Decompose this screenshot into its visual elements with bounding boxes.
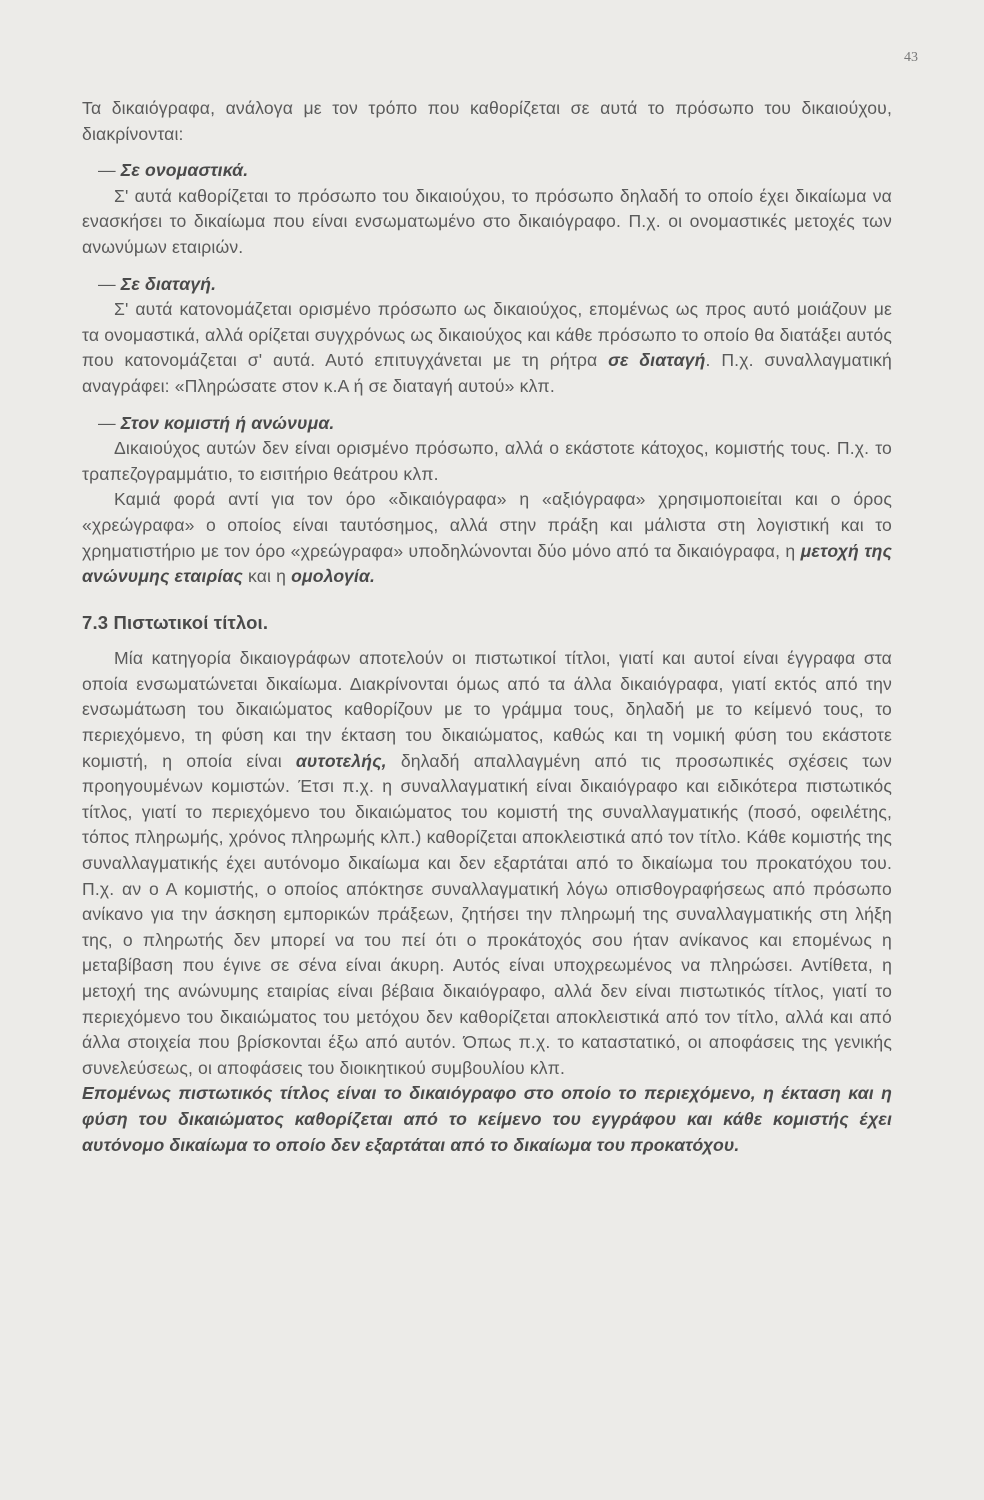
note-emphasis-share: μετοχή της ανώνυμης εταιρίας bbox=[82, 540, 892, 587]
section-body-emphasis: αυτοτελής, bbox=[295, 750, 387, 771]
named-body: Σ' αυτά καθορίζεται το πρόσωπο του δικαιούχου, το πρόσωπο δηλαδή το οποίο έχει δικαίωμα να ενασκήσει το δικαίωμα που είναι ενσωματωμένο στο δικαιόγραφο. Π.χ. οι ονομαστικές μετοχές των ανωνύμων εταιριών. bbox=[82, 185, 892, 257]
order-title-text: Σε διαταγή. bbox=[120, 273, 217, 294]
terminology-note bbox=[82, 487, 892, 589]
note-text-a: Καμιά φορά αντί για τον όρο «δικαιόγραφα» η «αξιόγραφα» χρησιμοποιείται και ο όρος «χρεώγραφα» ο οποίος είναι ταυτόσημος, αλλά στην πράξη και μάλιστα στη λογιστική και το χρηματιστήριο με τον όρο «χρεώγραφα» υποδηλώνονται δύο μόνο από τα δικαιόγραφα, η bbox=[82, 489, 892, 561]
order-body-emphasis: σε διαταγή bbox=[608, 350, 706, 371]
order-body-b: . Π.χ. συναλλαγματική αναγράφει: «Πληρώσατε στον κ.Α ή σε διαταγή αυτού» κλπ. bbox=[82, 350, 892, 396]
intro-paragraph: Τα δικαιόγραφα, ανάλογα με τον τρόπο που καθορίζεται σε αυτά το πρόσωπο του δικαιούχου, διακρίνονται: bbox=[82, 98, 892, 144]
bearer-body: Δικαιούχος αυτών δεν είναι ορισμένο πρόσωπο, αλλά ο εκάστοτε κάτοχος, κομιστής τους. Π.χ. το τραπεζογραμμάτιο, το εισιτήριο θεάτρου κλπ. bbox=[82, 438, 892, 484]
section-body-a: Μία κατηγορία δικαιογράφων αποτελούν οι πιστωτικοί τίτλοι, γιατί και αυτοί είναι έγγραφα στα οποία ενσωματώνεται δικαίωμα. Διακρίνονται όμως από τα άλλα δικαιόγραφα, γιατί εκτός από την ενσωμάτωση του δικαιώματος καθορίζουν με το γράμμα τους, δηλαδή με το κείμενό τους, το περιεχόμενο, τη φύση και την έκταση του δικαιώματος, καθώς και τη νομική φύση του εκάστοτε κομιστή, η οποία είναι bbox=[82, 648, 892, 771]
page-number: 43 bbox=[904, 50, 918, 65]
order-title bbox=[82, 272, 892, 298]
section-body bbox=[82, 646, 892, 1081]
section-heading: 7.3 Πιστωτικοί τίτλοι. bbox=[82, 611, 269, 633]
order-body-a: Σ' αυτά κατονομάζεται ορισμένο πρόσωπο ως δικαιούχος, επομένως ως προς αυτό μοιάζουν με τα ονομαστικά, αλλά ορίζεται συγχρόνως ως δικαιούχος και κάθε πρόσωπο το οποίο θα διατάξει αυτός που κατονομάζεται σ' αυτά. Αυτό επιτυγχάνεται με τη ρήτρα bbox=[82, 299, 892, 371]
note-emphasis-bond: ομολογία. bbox=[291, 566, 376, 587]
order-body bbox=[82, 297, 892, 399]
section-body-b: δηλαδή απαλλαγμένη από τις προσωπικές σχέσεις των προηγουμένων κομιστών. Έτσι π.χ. η συναλλαγματική είναι δικαιόγραφο και ειδικότερα πιστωτικός τίτλος, γιατί το περιεχόμενο του δικαιώματος του κομιστή της συναλλαγματικής (ποσό, οφειλέτης, τόπος πληρωμής, χρόνος πληρωμής κλπ.) καθορίζεται αποκλειστικά από τον τίτλο. Κάθε κομιστής της συναλλαγματικής έχει αυτόνομο δικαίωμα και δεν εξαρτάται από το δικαίωμα του προκατόχου του. Π.χ. αν ο Α κομιστής, ο οποίος απόκτησε συναλλαγματική λόγω οπισθογραφήσεως από πρόσωπο ανίκανο για την άσκηση εμπορικών πράξεων, ζητήσει την πληρωμή της συναλλαγματικής στη λήξη της, ο πληρωτής δεν μπορεί να του πεί ότι ο προκάτοχός σου ήταν ανίκανος και επομένως η μεταβίβαση που έγινε σε σένα είναι άκυρη. Αυτός είναι υποχρεωμένος να πληρώσει. Αντίθετα, η μετοχή της ανώνυμης εταιρίας είναι βέβαια δικαιόγραφο, αλλά δεν είναι πιστωτικός τίτλος, γιατί το περιεχόμενο του δικαιώματος του μετόχου δεν καθορίζεται αποκλειστικά από τον τίτλο, αλλά και από άλλα στοιχεία που βρίσκονται έξω από αυτόν. Όπως π.χ. το καταστατικό, οι αποφάσεις της γενικής συνελεύσεως, οι αποφάσεις του διοικητικού συμβουλίου κλπ. bbox=[82, 750, 892, 1078]
note-text-mid: και η bbox=[248, 566, 287, 587]
bearer-title bbox=[82, 411, 892, 437]
bearer-title-text: Στον κομιστή ή ανώνυμα. bbox=[120, 412, 335, 433]
named-title bbox=[82, 158, 892, 184]
named-title-text: Σε ονομαστικά. bbox=[120, 160, 249, 181]
page-body bbox=[82, 96, 892, 1158]
section-conclusion: Επομένως πιστωτικός τίτλος είναι το δικαιόγραφο στο οποίο το περιεχόμενο, η έκταση και η φύση του δικαιώματος καθορίζεται από το κείμενο του εγγράφου και κάθε κομιστής έχει αυτόνομο δικαίωμα το οποίο δεν εξαρτάται από το δικαίωμα του προκατόχου. bbox=[82, 1083, 892, 1155]
